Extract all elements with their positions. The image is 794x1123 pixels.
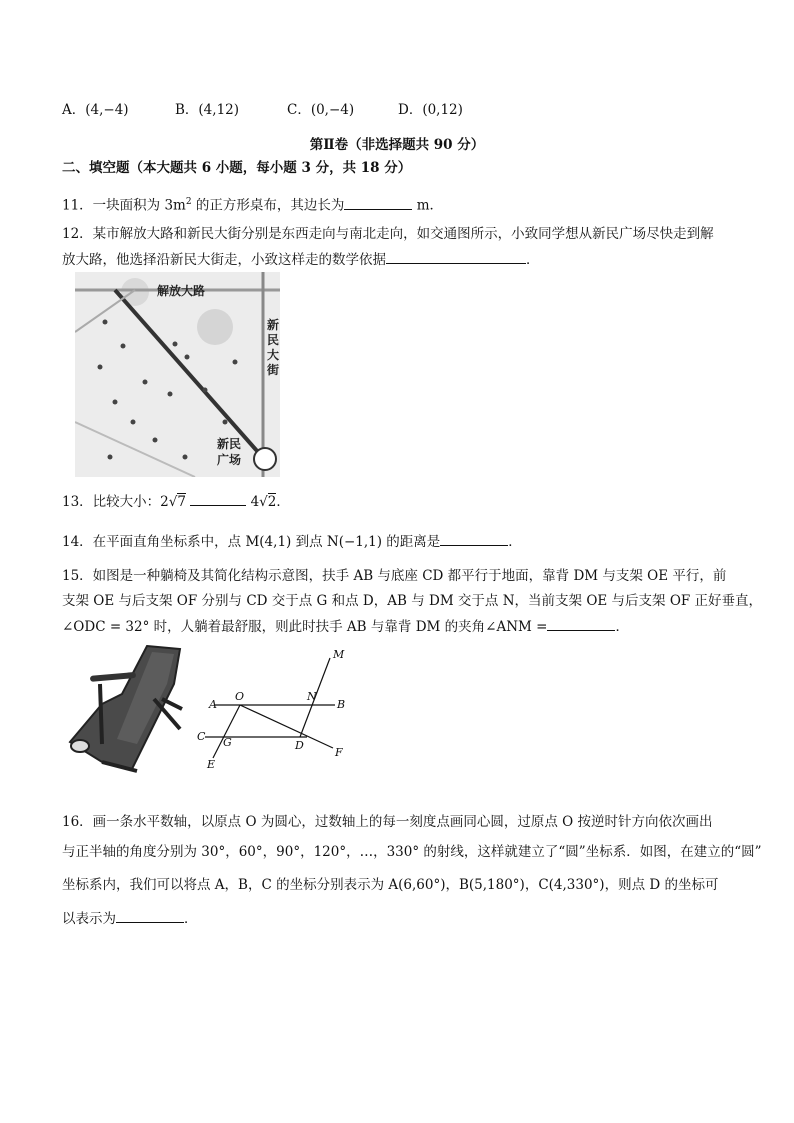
question-16-line1: 16．画一条水平数轴，以原点 O 为圆心，过数轴上的每一刻度点画同心圆，过原点 O 按逆时针方向依次画出 [62, 814, 713, 830]
traffic-map [75, 272, 280, 477]
q16-answer-blank[interactable] [116, 908, 184, 923]
q14-end: ． [508, 534, 522, 550]
question-11 [62, 192, 443, 216]
label-a: A [209, 698, 217, 711]
section-heading: 二、填空题（本大题共 6 小题，每小题 3 分，共 18 分） [62, 160, 412, 176]
recliner-chair-photo [62, 644, 187, 776]
q11-mid: 的正方形桌布，其边长为 [191, 197, 345, 214]
q13-answer-blank[interactable] [190, 491, 246, 506]
q13-pre: 13．比较大小：2 [62, 494, 169, 510]
q16-line4-text: 以表示为 [62, 911, 116, 927]
question-15-line2: 支架 OE 与后支架 OF 分别与 CD 交于点 G 和点 D，AB 与 DM 交于点 N，当前支架 OE 与后支架 OF 正好垂直， [62, 593, 763, 609]
question-16-line4 [62, 908, 198, 929]
geometry-figure [195, 650, 355, 775]
q13-post: 4 [250, 494, 260, 510]
label-d: D [295, 739, 304, 752]
q13-radicand-1: 7 [177, 494, 186, 510]
label-e: E [207, 758, 216, 771]
question-12-line2 [62, 249, 540, 270]
q15-line3-end: ． [615, 619, 629, 635]
sqrt-symbol-1: √ [168, 494, 178, 510]
question-16-line2: 与正半轴的角度分别为 30°，60°，90°，120°，…，330° 的射线，这样就建立了“圆”坐标系．如图，在建立的“圆” [62, 844, 762, 860]
label-m: M [333, 648, 345, 661]
q11-pre: 11．一块面积为 3m [62, 197, 186, 214]
label-o: O [235, 690, 245, 703]
map-street-char-1: 新 [267, 318, 280, 332]
choice-b: B．(4,12) [175, 102, 240, 118]
q12-line2-end: ． [526, 252, 540, 268]
question-15-line3 [62, 616, 629, 637]
map-street-char-3: 大 [267, 348, 280, 362]
section-title: 第Ⅱ卷（非选择题共 90 分） [309, 137, 485, 153]
q16-line4-end: ． [184, 911, 198, 927]
question-16-line3: 坐标系内，我们可以将点 A，B，C 的坐标分别表示为 A(6,60°)，B(5,180°)，C(4,330°)，则点 D 的坐标可 [62, 877, 719, 893]
label-f: F [335, 746, 343, 759]
question-14 [62, 531, 522, 552]
question-13 [62, 491, 290, 512]
map-street-char-2: 民 [267, 333, 280, 347]
map-square-line-2: 广场 [217, 453, 242, 467]
choice-a: A．(4,−4) [62, 102, 129, 118]
q11-post: m． [412, 197, 443, 214]
geometry-figure-drawing [195, 650, 355, 775]
q12-line2-text: 放大路，他选择沿新民大街走，小致这样走的数学依据 [62, 252, 386, 268]
choice-d: D．(0,12) [398, 102, 463, 118]
label-b: B [337, 698, 346, 711]
label-g: G [223, 736, 232, 749]
map-label-xinmin-square [217, 436, 241, 468]
question-15-line1: 15．如图是一种躺椅及其简化结构示意图，扶手 AB 与底座 CD 都平行于地面，靠背 DM 与支架 OE 平行，前 [62, 568, 727, 584]
q14-answer-blank[interactable] [440, 531, 508, 546]
label-c: C [197, 730, 206, 743]
q12-answer-blank[interactable] [386, 249, 526, 264]
map-square-line-1: 新民 [217, 437, 242, 451]
traffic-map-drawing [75, 272, 280, 477]
q13-radicand-2: 2 [267, 494, 277, 510]
q13-end: ． [276, 494, 290, 510]
map-street-char-4: 街 [267, 363, 280, 377]
q14-text: 14．在平面直角坐标系中，点 M(4,1) 到点 N(−1,1) 的距离是 [62, 534, 441, 550]
q15-line3-text: ∠ODC = 32° 时，人躺着最舒服，则此时扶手 AB 与靠背 DM 的夹角∠ANM = [62, 619, 548, 635]
question-12-line1: 12．某市解放大路和新民大街分别是东西走向与南北走向，如交通图所示，小致同学想从新民广场尽快走到解 [62, 226, 714, 242]
q11-answer-blank[interactable] [344, 195, 412, 210]
map-label-xinmin-street [267, 318, 280, 378]
label-n: N [307, 690, 317, 703]
recliner-chair-drawing [62, 644, 187, 776]
q11-sup: 2 [185, 197, 192, 207]
sqrt-symbol-2: √ [259, 494, 268, 510]
map-label-jiefang-road: 解放大路 [157, 284, 206, 298]
choice-c: C．(0,−4) [287, 102, 355, 118]
q15-answer-blank[interactable] [547, 616, 615, 631]
